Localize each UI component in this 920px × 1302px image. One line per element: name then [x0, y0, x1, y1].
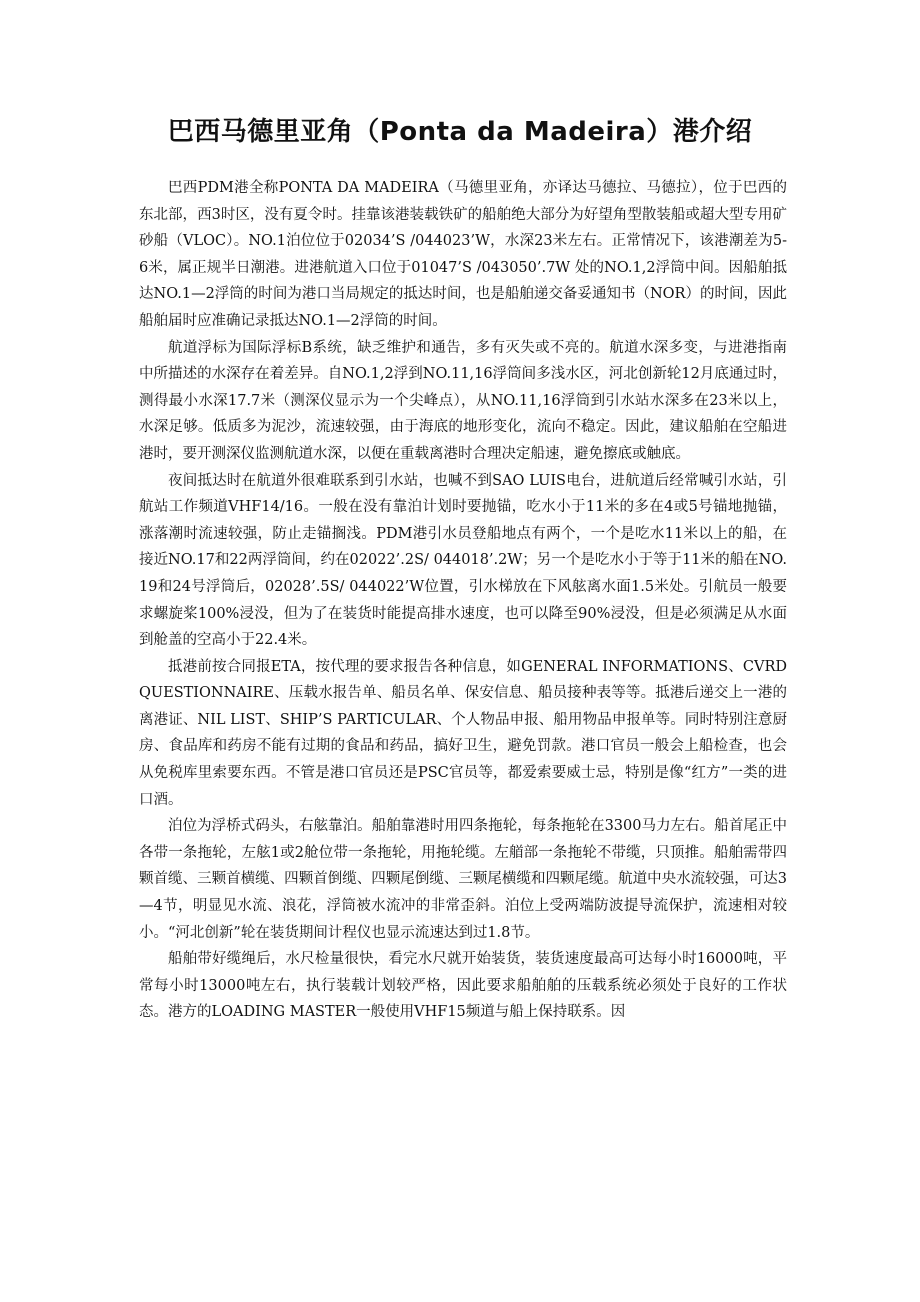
paragraph-pilotage: 夜间抵达时在航道外很难联系到引水站，也喊不到SAO LUIS电台，进航道后经常喊引水站，引航站工作频道VHF14/16。一般在没有靠泊计划时要抛锚，吃水小于11米的多在4或5号锚地抛锚，涨落潮时流速较强，防止走锚搁浅。PDM港引水员登船地点有两个，一个是吃水11米以上的船，在接近NO.17和22两浮筒间，约在02022’.2S/ 044018’.2W；另一个是吃水小于等于11米的船在NO.19和24号浮筒后，02028’.5S/ 044022’W位置，引水梯放在下风舷离水面1.5米处。引航员一般要求螺旋桨100%浸没，但为了在装货时能提高排水速度，也可以降至90%浸没，但是必须满足从水面到舱盖的空高小于22.4米。 — [139, 472, 787, 649]
document-title: 巴西马德里亚角（Ponta da Madeira）港介绍 — [167, 117, 753, 147]
paragraph-overview: 巴西PDM港全称PONTA DA MADEIRA（马德里亚角，亦译达马德拉、马德拉），位于巴西的东北部，西3时区，没有夏令时。挂靠该港装载铁矿的船舶绝大部分为好望角型散装船或超大型专用矿砂船（VLOC）。NO.1泊位位于02034’S /044023’W，水深23米左右。正常情况下，该港潮差为5-6米，属正规半日潮港。进港航道入口位于01047’S /043050’.7W 处的NO.1,2浮筒中间。因船舶抵达NO.1—2浮筒的时间为港口当局规定的抵达时间，也是船舶递交备妥通知书（NOR）的时间，因此船舶届时应准确记录抵达NO.1—2浮筒的时间。 — [139, 180, 787, 329]
paragraph-channel-buoys: 航道浮标为国际浮标B系统，缺乏维护和通告，多有灭失或不亮的。航道水深多变，与进港指南中所描述的水深存在着差异。自NO.1,2浮到NO.11,16浮筒间多浅水区，河北创新轮12月底通过时，测得最小水深17.7米（测深仪显示为一个尖峰点），从NO.11,16浮筒到引水站水深多在23米以上，水深足够。低质多为泥沙，流速较强，由于海底的地形变化，流向不稳定。因此，建议船舶在空船进港时，要开测深仪监测航道水深，以便在重载离港时合理决定船速，避免擦底或触底。 — [139, 339, 787, 462]
paragraph-loading: 船舶带好缆绳后，水尺检量很快，看完水尺就开始装货，装货速度最高可达每小时16000吨，平常每小时13000吨左右，执行装载计划较严格，因此要求船舶舶的压载系统必须处于良好的工作状态。港方的LOADING MASTER一般使用VHF15频道与船上保持联系。因 — [139, 951, 787, 1021]
document-body — [139, 175, 787, 1026]
paragraph-berthing: 泊位为浮桥式码头，右舷靠泊。船舶靠港时用四条拖轮，每条拖轮在3300马力左右。船首尾正中各带一条拖轮，左舷1或2舱位带一条拖轮，用拖轮缆。左艏部一条拖轮不带缆，只顶推。船舶需带四颗首缆、三颗首横缆、四颗首倒缆、四颗尾倒缆、三颗尾横缆和四颗尾缆。航道中央水流较强，可达3—4节，明显见水流、浪花，浮筒被水流冲的非常歪斜。泊位上受两端防波提导流保护，流速相对较小。“河北创新”轮在装货期间计程仪也显示流速达到过1.8节。 — [139, 818, 787, 941]
paragraph-arrival-documents: 抵港前按合同报ETA，按代理的要求报告各种信息，如GENERAL INFORMATIONS、CVRD QUESTIONNAIRE、压载水报告单、船员名单、保安信息、船员接种表等等。抵港后递交上一港的离港证、NIL LIST、SHIP’S PARTICULAR、个人物品申报、船用物品申报单等。同时特别注意厨房、食品库和药房不能有过期的食品和药品，搞好卫生，避免罚款。港口官员一般会上船检查，也会从免税库里索要东西。不管是港口官员还是PSC官员等，都爱索要威士忌，特别是像“红方”一类的进口酒。 — [139, 658, 787, 808]
